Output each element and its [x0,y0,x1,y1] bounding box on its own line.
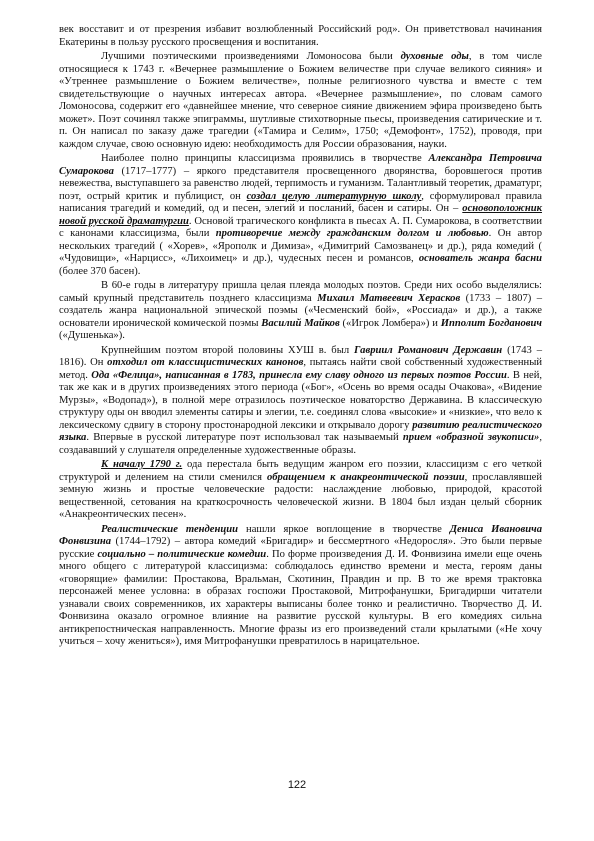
text-run: , пытаясь найти свой собственный художественный метод. [59,357,542,381]
paragraph [59,345,542,458]
text-run: . В ней, так же как и в других произведениях этого периода («Бог», «Осень во время осады Очакова», «Видение Мурзы», «Водопад»), в полной мере отразилось поэтическое новаторство Державина. В классическую структуру оды он вводил элементы сатиры и элегии, т.е. соединял слова «высокие» и «низкие», что вело к лексическому сдвигу в сторону простонародной лексики и открывало дорогу [59,369,543,431]
emphasized-text: создал целую литературную школу [246,190,422,202]
emphasized-text: социально – политические комедии [97,548,267,560]
text-run: (1733 – 1807) – создатель жанра национальной эпической поэмы («Чесменский бой», «Россиада» и др.), а также основатели иронической комической поэмы [59,292,543,329]
text-run: (1717–1777) – яркого представителя просвещенного дворянства, боровшегося против невежества, выступавшего за равенство людей, терпимость и гуманизм. Талантливый теоретик, драматург, поэт, острый критик и публицист, он [59,165,542,202]
emphasized-text: обращением к анакреонтической поэзии [266,471,465,483]
paragraph [59,24,542,49]
emphasized-text: Реалистические тенденции [101,523,239,535]
emphasized-text: развитию реалистического языка [59,419,542,443]
emphasized-text: Александра Петровича Сумарокова [59,153,542,177]
text-run: . По форме произведения Д. И. Фонвизина имели еще очень много общего с литературой классицизма: соблюдалось единство времени и места, героям даны «говорящие» фамилии: Простакова, Вральман, Скотинин, Правдин и пр. В то же время трактовка персонажей менее условна: в образах госпожи Простаковой, Митрофанушки, Бригадирши читатели узнавали своих современников, их характеры выписаны более тонко и реалистично. Творчество Д. И. Фонвизина оказало огромное влияние на развитие русской культуры. В его комедиях сильна антикрепостническая направленность. Многие фразы из его произведений стали крылатыми («Не хочу учиться – хочу жениться»), имя Митрофанушки превратилось в нарицательное. [59,548,543,647]
emphasized-text: К началу 1790 г. [101,459,183,470]
text-run: . Он автор нескольких трагедий ( «Хорев», «Ярополк и Димиза», «Димитрий Самозванец» и др.), ряда комедий ( «Чудовищи», «Нарцисс», «Лихоимец» и др.), чудесных песен и романсов, [59,228,542,264]
text-run: («Душенька»). [59,330,125,341]
page-number: 122 [287,779,307,791]
text-run: ода перестала быть ведущим жанром его поэзии, классицизм с его четкой структурой и делением на стили сменился [59,459,542,483]
text-run: Крупнейшим поэтом второй половины ХУШ в. был [101,344,355,356]
text-run: , прославлявшей земную жизнь и простые человеческие радости: наслаждение любовью, природой, красотой вещественной, сетования на краткосрочность человеческой жизни. В 1804 был издан целый сборник «Анакреонтических песен». [59,471,542,520]
emphasized-text: основоположник новой русской драматургии [59,203,542,227]
text-run: , в том числе относящиеся к 1743 г. «Вечернее размышление о Божием величестве при случае великого сияния» и «Утреннее размышление о Божием величестве», полные религиозного чувства и вместе с тем свидетельствующие о научных интересах автора. «Вечернее размышление», по словам самого Ломоносова, содержит его «давнейшее мнение, что северное сияние движением эфира произведено быть может». Поэт сочинял также эпиграммы, шутливые стихотворные пьесы, произведения сатирические и т. п. Он написал по заказу даже трагедии («Тамира и Селим», 1750; «Демофонт», 1752), проводя, при каждом случае, свою основную идею: необходимость для России образования, науки. [59,51,543,150]
emphasized-text: прием «образной звукописи» [402,432,540,443]
text-run: , создававший у слушателя определенные художественные образы. [59,432,542,456]
emphasized-text: Ипполит Богданович [440,317,542,329]
emphasized-text: Василий Майков [261,317,340,329]
text-run: . Впервые в русской литературе поэт использовал так называемый [86,432,403,443]
emphasized-text: Ода «Фелица», написанная в 1783, принесла ему славу одного из первых поэтов России [91,369,507,381]
text-run: . Основой трагического конфликта в пьесах А. П. Сумарокова, в соответствии с канонами классицизма, были [59,215,543,239]
text-run: (1744–1792) – автора комедий «Бригадир» и бессмертного «Недоросля». Это были первые русские [59,536,542,560]
text-run: век восставит и от презрения избавит возлюбленный Российский род». Он приветствовал начинания Екатерины в пользу русского просвещения и воспитания. [59,24,542,48]
paragraph [59,459,542,522]
emphasized-text: противоречие между гражданским долгом и любовью [215,228,489,239]
text-run: Лучшими поэтическими произведениями Ломоносова были [101,51,401,62]
paragraph [59,280,542,343]
text-run: , сформулировал правила написания трагедий и комедий, од и песен, элегий и посланий, басен и сатиры. Он – [59,190,542,214]
text-run: В 60-е годы в литературу пришла целая плеяда молодых поэтов. Среди них особо выделялись: самый крупный представитель позднего классицизма [59,280,542,304]
document-page [59,24,542,651]
text-run: Наиболее полно принципы классицизма проявились в творчестве [101,153,429,164]
emphasized-text: духовные оды [400,51,469,62]
text-run: (1743 – 1816). Он [59,344,543,368]
text-run: («Игрок Ломбера») и [339,317,441,329]
emphasized-text: Дениса Ивановича Фонвизина [59,523,542,547]
text-run: нашли яркое воплощение в творчестве [238,523,450,535]
paragraph [59,153,542,278]
paragraph [59,524,542,649]
emphasized-text: Михаил Матвеевич Херасков [317,292,461,304]
paragraph [59,51,542,151]
text-run: (более 370 басен). [59,265,141,277]
emphasized-text: отходил от классицистических канонов [107,357,304,368]
emphasized-text: Гавриил Романович Державин [354,344,503,356]
emphasized-text: основатель жанра басни [418,253,543,264]
